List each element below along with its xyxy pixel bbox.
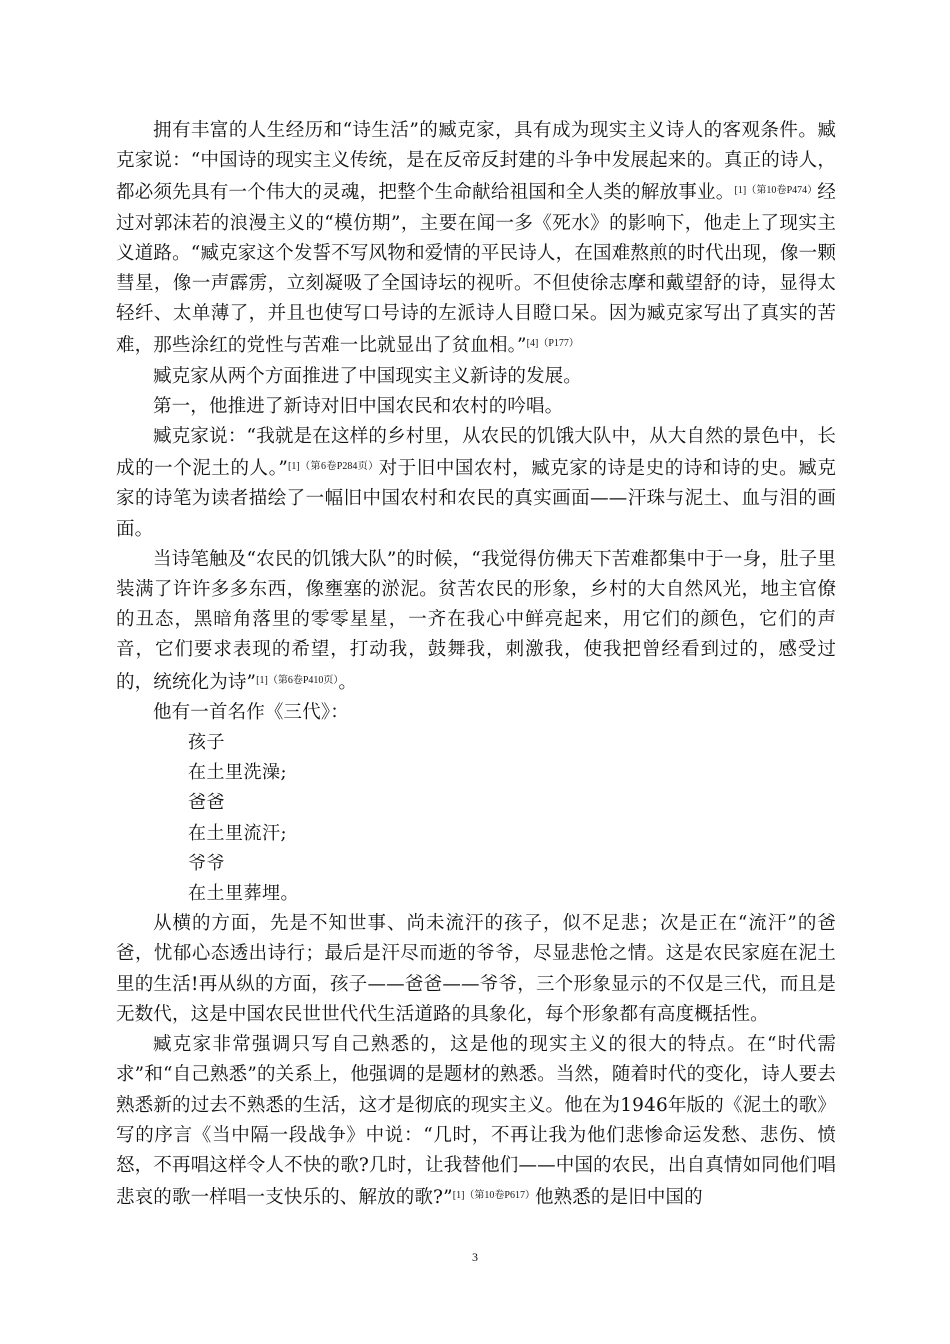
poem-line: 在土里洗澡; [188, 762, 288, 784]
paragraph [116, 698, 836, 728]
paragraphs-before-poem [116, 116, 836, 728]
page-number: 3 [472, 1250, 478, 1264]
paragraph [116, 362, 836, 392]
paragraph-text: 对于旧中国农村，臧克家的诗是史的诗和诗的史。臧克家的诗笔为读者描绘了一幅旧中国农村和农民的真实画面——汗珠与泥土、血与泪的画面。 [116, 458, 836, 540]
citation-reference: [1]（第6卷P284页） [288, 461, 379, 473]
paragraph-text: 臧克家说：“我就是在这样的乡村里，从农民的饥饿大队中，从大自然的景色中，长成的一个泥土的人。” [116, 426, 836, 480]
paragraph [116, 909, 836, 1030]
poem-line: 在土里流汗; [188, 822, 288, 844]
body-text [116, 116, 836, 1213]
poem-line: 爸爸 [188, 792, 225, 814]
citation-reference: [1]（第10卷P474） [734, 185, 818, 197]
poem-san-dai [116, 728, 836, 909]
paragraph [116, 116, 836, 362]
paragraph-text: 经过对郭沫若的浪漫主义的“模仿期”，主要在闻一多《死水》的影响下，他走上了现实主义道路。“臧克家这个发誓不写风物和爱情的平民诗人，在国难熬煎的时代出现，像一颗彗星，像一声霹雳，立刻凝吸了全国诗坛的视听。不但使徐志摩和戴望舒的诗，显得太轻纤、太单薄了，并且也使写口号诗的左派诗人目瞪口呆。因为臧克家写出了真实的苦难，那些涂红的党性与苦难一比就显出了贫血相。” [116, 182, 837, 357]
paragraphs-after-poem [116, 909, 836, 1213]
paragraph [116, 422, 836, 545]
citation-reference: [1]（第10卷P617） [452, 1190, 535, 1202]
citation-reference: [1]（第6卷P410页） [256, 674, 339, 686]
paragraph-text: 当诗笔触及“农民的饥饿大队”的时候，“我觉得仿佛天下苦难都集中于一身，肚子里装满了许许多多东西，像壅塞的淤泥。贫苦农民的形象，乡村的大自然风光，地主官僚的丑态，黑暗角落里的零零星星，一齐在我心中鲜亮起来，用它们的颜色，它们的声音，它们要求表现的希望，打动我，鼓舞我，刺激我，使我把曾经看到过的，感受过的，统统化为诗” [116, 548, 836, 693]
citation-reference: [4]（P177） [526, 338, 579, 350]
paragraph-text: 从横的方面，先是不知世事、尚未流汗的孩子，似不足悲；次是正在“流汗”的爸爸，忧郁心态透出诗行；最后是汗尽而逝的爷爷，尽显悲怆之情。这是农民家庭在泥土里的生活!再从纵的方面，孩子——爸爸——爷爷，三个形象显示的不仅是三代，而且是无数代，这是中国农民世世代代生活道路的具象化，每个形象都有高度概括性。 [116, 913, 836, 1025]
paragraph-text: 臧克家非常强调只写自己熟悉的，这是他的现实主义的很大的特点。在“时代需求”和“自己熟悉”的关系上，他强调的是题材的熟悉。当然，随着时代的变化，诗人要去熟悉新的过去不熟悉的生活，这才是彻底的现实主义。他在为1946年版的《泥土的歌》写的序言《当中隔一段战争》中说：“几时，不再让我为他们悲惨命运发愁、悲伤、愤怒，不再唱这样令人不快的歌?几时，让我替他们——中国的农民，出自真情如同他们唱悲哀的歌一样唱一支快乐的、解放的歌?” [116, 1034, 836, 1209]
paragraph-text: 第一，他推进了新诗对旧中国农民和农村的吟唱。 [153, 395, 564, 417]
paragraph-text: 臧克家从两个方面推进了中国现实主义新诗的发展。 [153, 365, 582, 387]
paragraph-text: 他熟悉的是旧中国的 [534, 1187, 703, 1209]
poem-line: 在土里葬埋。 [188, 883, 299, 905]
paragraph [116, 392, 836, 422]
paragraph-text: 。 [338, 671, 358, 693]
poem-line: 爷爷 [188, 852, 225, 874]
paragraph-text: 拥有丰富的人生经历和“诗生活”的臧克家，具有成为现实主义诗人的客观条件。臧克家说：“中国诗的现实主义传统，是在反帝反封建的斗争中发展起来的。真正的诗人，都必须先具有一个伟大的灵魂，把整个生命献给祖国和全人类的解放事业。 [116, 120, 836, 204]
paragraph [116, 1030, 836, 1213]
poem-line: 孩子 [188, 732, 225, 754]
paragraph-text: 他有一首名作《三代》： [153, 701, 349, 723]
paragraph [116, 545, 836, 698]
